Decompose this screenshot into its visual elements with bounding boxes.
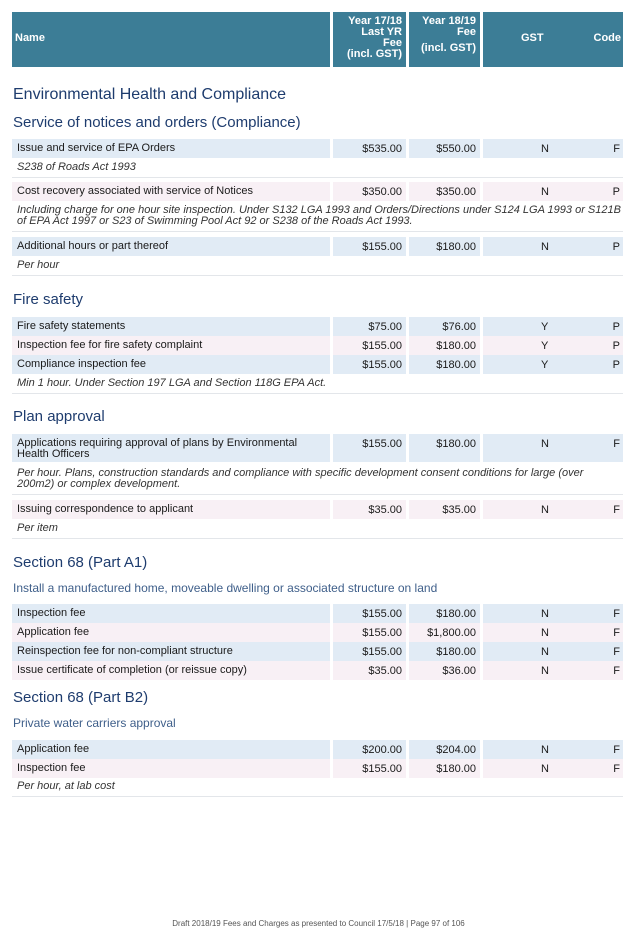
fee-row [12,642,623,661]
fee-1819: $180.00 [409,434,480,462]
section-title-part-b2: Section 68 (Part B2) [13,689,149,706]
fee-code: P [612,241,620,253]
fee-1819: $1,800.00 [409,623,480,642]
fee-name: Inspection fee [12,604,330,623]
fee-code: F [613,143,620,155]
column-header-gst-code [483,12,623,67]
fee-1819: $180.00 [409,642,480,661]
fee-1718: $35.00 [333,661,406,680]
fee-name: Additional hours or part thereof [12,237,330,256]
fee-name: Fire safety statements [12,317,330,336]
divider [12,177,623,178]
fee-1718: $350.00 [333,182,406,201]
fee-code: P [612,359,620,371]
fee-1819: $180.00 [409,759,480,778]
fee-1819: $180.00 [409,336,480,355]
gst-flag: N [541,646,549,658]
fee-name: Inspection fee [12,759,330,778]
fee-row [12,604,623,623]
fee-code: P [612,321,620,333]
fee-name: Issue certificate of completion (or reissue copy) [12,661,330,680]
divider [12,231,623,232]
fee-1718: $155.00 [333,237,406,256]
gst-flag: N [541,186,549,198]
gst-flag: N [541,744,549,756]
fee-row [12,336,623,355]
fee-1819: $550.00 [409,139,480,158]
column-header-gst: GST [521,32,544,44]
gst-flag: N [541,504,549,516]
fee-row [12,237,623,256]
fee-1718: $155.00 [333,604,406,623]
fee-1819: $350.00 [409,182,480,201]
section-title-fire-safety: Fire safety [13,291,84,308]
section-title-plan-approval: Plan approval [13,408,105,425]
column-header-name: Name [12,12,330,67]
gst-flag: Y [541,359,549,371]
fee-1718: $535.00 [333,139,406,158]
fee-code: F [613,744,620,756]
fee-code: F [613,627,620,639]
fee-1718: $75.00 [333,317,406,336]
fee-note: Per hour. Plans, construction standards and compliance with specific development consent conditions for large (over 200m2) or complex development. [17,467,584,490]
fee-code: F [613,504,620,516]
divider [12,796,623,797]
section-subtitle-part-a1: Install a manufactured home, moveable dwelling or associated structure on land [13,581,438,595]
fee-name: Applications requiring approval of plans by Environmental Health Officers [12,434,330,462]
gst-flag: N [541,627,549,639]
fee-note: S238 of Roads Act 1993 [17,161,136,173]
fee-1819: $180.00 [409,604,480,623]
fee-1718: $155.00 [333,759,406,778]
fee-note: Per item [17,522,58,534]
fee-note: Including charge for one hour site inspection. Under S132 LGA 1993 and Orders/Directions under S124 LGA 1993 or S121B of EPA Act 1997 or S23 of Swimming Pool Act 92 or S238 of the Roads Act 1993. [17,204,621,227]
fee-name: Reinspection fee for non-compliant structure [12,642,330,661]
fee-1819: $36.00 [409,661,480,680]
fee-1718: $155.00 [333,642,406,661]
fee-name: Issuing correspondence to applicant [12,500,330,519]
fee-code: F [613,665,620,677]
gst-flag: N [541,665,549,677]
department-title: Environmental Health and Compliance [13,86,287,103]
gst-flag: N [541,608,549,620]
fee-1718: $155.00 [333,336,406,355]
fee-1718: $155.00 [333,434,406,462]
divider [12,393,623,394]
section-title-part-a1: Section 68 (Part A1) [13,554,148,571]
fee-name: Inspection fee for fire safety complaint [12,336,330,355]
page-footer: Draft 2018/19 Fees and Charges as presented to Council 17/5/18 | Page 97 of 106 [172,919,465,928]
fee-code: F [613,763,620,775]
divider [12,494,623,495]
fee-code: F [613,608,620,620]
section-title-notices: Service of notices and orders (Compliance) [13,114,301,131]
fee-name: Compliance inspection fee [12,355,330,374]
fee-code: F [613,438,620,450]
gst-flag: Y [541,340,549,352]
column-header-fee-1819: Year 18/19 Fee (incl. GST) [409,12,480,67]
fee-name: Application fee [12,740,330,759]
fee-row [12,661,623,680]
section-subtitle-part-b2: Private water carriers approval [13,716,176,730]
fee-row [12,182,623,201]
fee-code: F [613,646,620,658]
fee-name: Cost recovery associated with service of Notices [12,182,330,201]
fee-1819: $35.00 [409,500,480,519]
fee-1718: $155.00 [333,355,406,374]
fee-1718: $35.00 [333,500,406,519]
fee-row [12,623,623,642]
fee-code: P [612,340,620,352]
fee-row [12,759,623,778]
fee-1819: $76.00 [409,317,480,336]
fee-note: Min 1 hour. Under Section 197 LGA and Section 118G EPA Act. [17,377,327,389]
fee-row [12,434,623,462]
gst-flag: N [541,143,549,155]
gst-flag: N [541,438,549,450]
gst-flag: N [541,241,549,253]
fee-row [12,500,623,519]
fee-row [12,355,623,374]
fee-name: Issue and service of EPA Orders [12,139,330,158]
fee-1819: $180.00 [409,237,480,256]
fee-1819: $180.00 [409,355,480,374]
fee-row [12,139,623,158]
divider [12,538,623,539]
column-header-code: Code [593,32,621,44]
fee-note: Per hour, at lab cost [17,780,115,792]
gst-flag: N [541,763,549,775]
gst-flag: Y [541,321,549,333]
divider [12,275,623,276]
fee-1718: $155.00 [333,623,406,642]
fee-name: Application fee [12,623,330,642]
fee-note: Per hour [17,259,60,271]
fee-row [12,317,623,336]
fee-code: P [612,186,620,198]
column-header-fee-1718: Year 17/18 Last YR Fee (incl. GST) [333,12,406,67]
fee-row [12,740,623,759]
fee-1819: $204.00 [409,740,480,759]
fee-1718: $200.00 [333,740,406,759]
